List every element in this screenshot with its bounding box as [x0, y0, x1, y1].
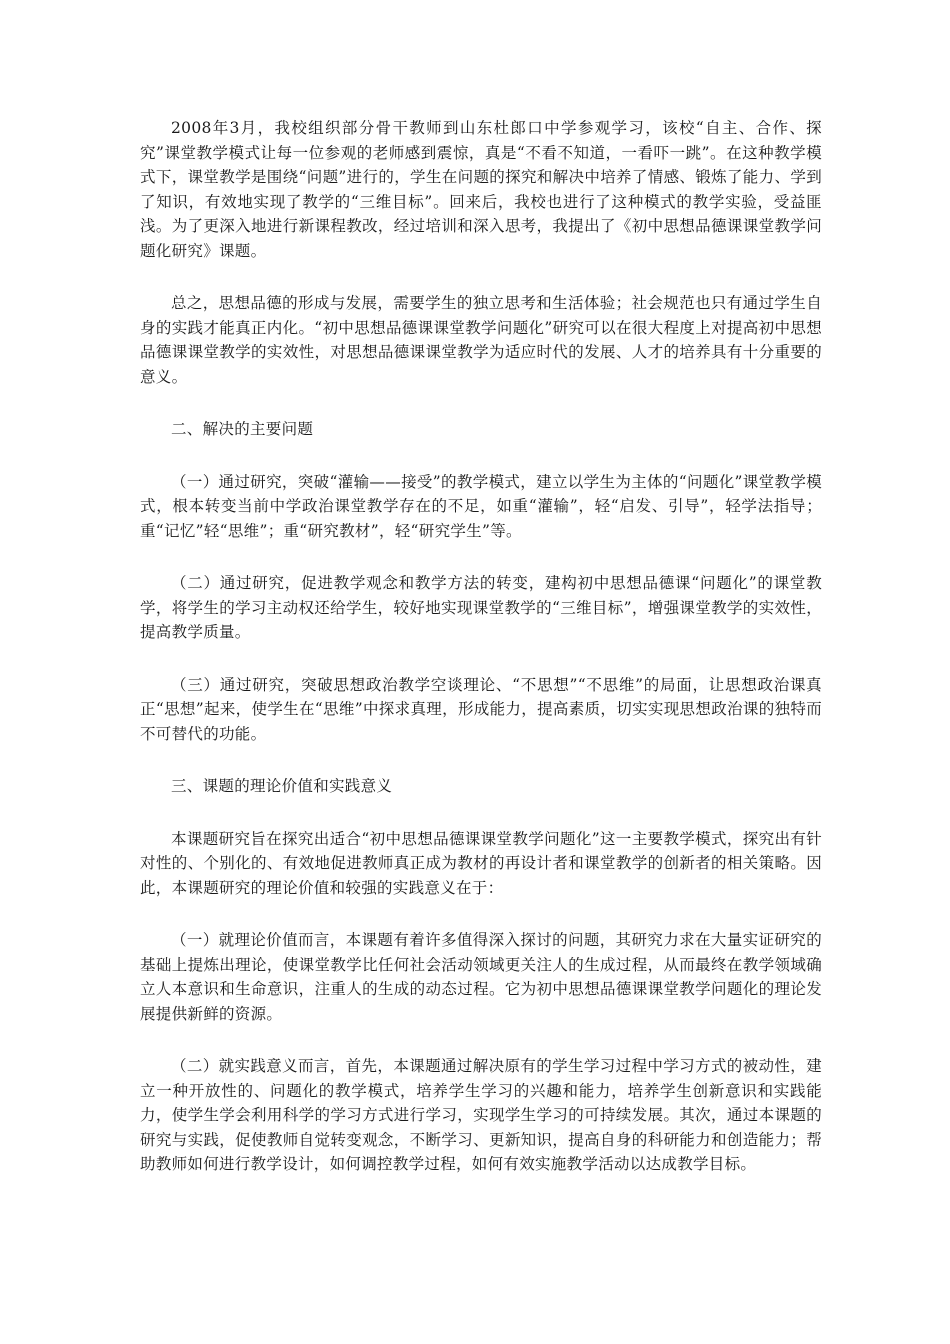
section-heading-value-significance: 三、课题的理论价值和实践意义 [171, 777, 393, 795]
problem-item-2: （二）通过研究，促进教学观念和教学方法的转变，建构初中思想品德课“问题化”的课堂教学，将学生的学习主动权还给学生，较好地实现课堂教学的“三维目标”，增强课堂教学的实效性，提高教学质量。 [140, 574, 822, 641]
value-intro-paragraph: 本课题研究旨在探究出适合“初中思想品德课课堂教学问题化”这一主要教学模式，探究出有针对性的、个别化的、有效地促进教师真正成为教材的再设计者和课堂教学的创新者的相关策略。因此，本课题研究的理论价值和较强的实践意义在于： [140, 829, 822, 897]
intro-paragraph: 2008年3月，我校组织部分骨干教师到山东杜郎口中学参观学习，该校“自主、合作、探究”课堂教学模式让每一位参观的老师感到震惊，真是“不看不知道，一看吓一跳”。在这种教学模式下，课堂教学是围绕“问题”进行的，学生在问题的探究和解决中培养了情感、锻炼了能力、学到了知识，有效地实现了教学的“三维目标”。回来后，我校也进行了这种模式的教学实验，受益匪浅。为了更深入地进行新课程教改，经过培训和深入思考，我提出了《初中思想品德课课堂教学问题化研究》课题。 [140, 119, 822, 260]
summary-paragraph: 总之，思想品德的形成与发展，需要学生的独立思考和生活体验；社会规范也只有通过学生自身的实践才能真正内化。“初中思想品德课课堂教学问题化”研究可以在很大程度上对提高初中思想品德课课堂教学的实效性，对思想品德课课堂教学为适应时代的发展、人才的培养具有十分重要的意义。 [140, 294, 822, 386]
theoretical-value-paragraph: （一）就理论价值而言，本课题有着许多值得深入探讨的问题，其研究力求在大量实证研究的基础上提炼出理论，使课堂教学比任何社会活动领域更关注人的生成过程，从而最终在教学领域确立人本意识和生命意识，注重人的生成的动态过程。它为初中思想品德课课堂教学问题化的理论发展提供新鲜的资源。 [140, 931, 822, 1023]
problem-item-3: （三）通过研究，突破思想政治教学空谈理论、“不思想”“不思维”的局面，让思想政治课真正“思想”起来，使学生在“思维”中探求真理，形成能力，提高素质，切实实现思想政治课的独特而不可替代的功能。 [140, 675, 822, 743]
document-body [140, 116, 822, 1205]
problem-item-1: （一）通过研究，突破“灌输——接受”的教学模式，建立以学生为主体的“问题化”课堂教学模式，根本转变当前中学政治课堂教学存在的不足，如重“灌输”，轻“启发、引导”，轻学法指导；重“记忆”轻“思维”；重“研究教材”，轻“研究学生”等。 [140, 472, 822, 540]
section-heading-main-problems: 二、解决的主要问题 [171, 420, 314, 438]
practical-significance-paragraph: （二）就实践意义而言，首先，本课题通过解决原有的学生学习过程中学习方式的被动性，建立一种开放性的、问题化的教学模式，培养学生学习的兴趣和能力，培养学生创新意识和实践能力，使学生学会利用科学的学习方式进行学习，实现学生学习的可持续发展。其次，通过本课题的研究与实践，促使教师自觉转变观念，不断学习、更新知识，提高自身的科研能力和创造能力；帮助教师如何进行教学设计，如何调控教学过程，如何有效实施教学活动以达成教学目标。 [140, 1057, 822, 1173]
